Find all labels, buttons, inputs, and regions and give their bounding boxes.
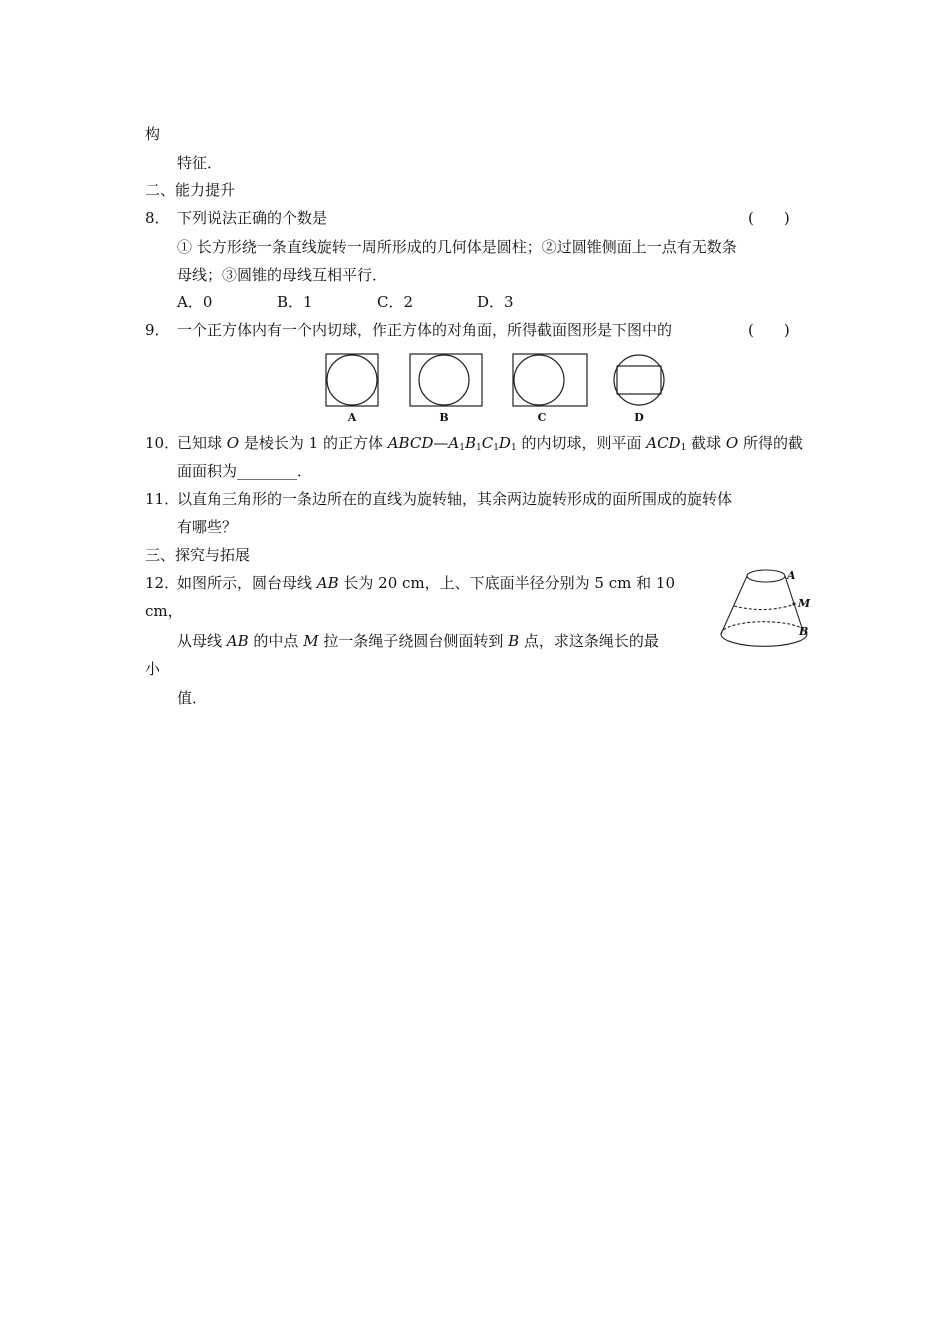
q10-sub-2: 1: [475, 443, 482, 453]
question-12-text: [177, 573, 675, 593]
option-d-circle: [614, 355, 664, 405]
frustum-top-base: [747, 570, 785, 582]
frustum-mid-section: [734, 604, 795, 610]
q10-part-5: 所得的截: [738, 434, 803, 452]
q10-part-2: 是棱长为 1 的正方体: [239, 434, 388, 452]
question-8-option-a: A．0: [177, 293, 213, 311]
frustum-bottom-base-back: [721, 622, 807, 634]
q10-acd: ACD: [646, 434, 681, 452]
q12-l3-ab: AB: [226, 632, 249, 650]
q12-l3-b: B: [508, 632, 520, 650]
figure-option-a: [326, 354, 378, 406]
q10-part-1: 已知球: [177, 434, 227, 452]
q12-l3-part-1: 从母线: [177, 632, 227, 650]
q12-l3-part-4: 点，求这条绳长的最: [519, 632, 659, 650]
question-8-statement-line-1: ① 长方形绕一条直线旋转一周所形成的几何体是圆柱；②过圆锥侧面上一点有无数条: [177, 238, 737, 256]
q12-l3-m: M: [303, 632, 319, 650]
option-a-square: [326, 354, 378, 406]
question-8-number: 8．: [145, 209, 170, 227]
question-9-number: 9．: [145, 321, 170, 339]
question-8-option-d: D．3: [477, 293, 514, 311]
q10-part-4: 截球: [686, 434, 726, 452]
question-11-text: 以直角三角形的一条边所在的直线为旋转轴，其余两边旋转形成的面所围成的旋转体: [177, 490, 733, 508]
point-m-dot: [792, 602, 795, 605]
question-8-statement-line-2: 母线；③圆锥的母线互相平行．: [177, 266, 388, 284]
figure-option-d: [614, 355, 664, 405]
section-heading-ability: 二、能力提升: [145, 181, 236, 199]
question-8-option-c: C．2: [377, 293, 414, 311]
q12-l3-part-2: 的中点: [248, 632, 304, 650]
option-c-circle: [514, 355, 564, 405]
question-9-figure: [320, 350, 670, 428]
question-12-number: 12．: [145, 574, 180, 592]
q12-ab: AB: [316, 574, 339, 592]
option-a-circle: [327, 355, 377, 405]
question-9-answer-paren: ( ): [748, 321, 790, 339]
q10-sub-3: 1: [493, 443, 499, 453]
q10-dash: —: [433, 434, 449, 452]
question-10-number: 10．: [145, 434, 180, 452]
q10-c1: C: [481, 434, 494, 452]
question-8-option-b: B．1: [277, 293, 313, 311]
q12-part-1: 如图所示，圆台母线: [177, 574, 317, 592]
question-8-answer-paren: ( ): [748, 209, 790, 227]
q10-d1: D: [498, 434, 511, 452]
frustum-bottom-base-front: [721, 634, 807, 646]
option-d-label: D: [634, 411, 644, 424]
text-line-1: 构: [145, 125, 161, 143]
q10-sphere-o-2: O: [725, 434, 739, 452]
question-12-text-line-2: cm，: [145, 602, 183, 620]
point-a-label: A: [787, 569, 796, 582]
q10-sub-4: 1: [510, 443, 517, 453]
q10-part-3: 的内切球，则平面: [516, 434, 647, 452]
point-m-label: M: [798, 597, 811, 610]
question-10-text: [177, 433, 803, 458]
q12-l3-part-3: 拉一条绳子绕圆台侧面转到: [318, 632, 509, 650]
q12-part-2: 长为 20 cm，上、下底面半径分别为 5 cm 和 10: [338, 574, 675, 592]
option-b-label: B: [439, 411, 449, 424]
question-11-number: 11．: [145, 490, 180, 508]
option-c-label: C: [537, 411, 547, 424]
question-11-text-line-2: 有哪些？: [177, 518, 238, 536]
option-a-label: A: [347, 411, 357, 424]
question-8-text: 下列说法正确的个数是: [177, 209, 328, 227]
text-line-2: 特征．: [177, 154, 223, 172]
question-12-text-line-4: 小: [145, 660, 161, 678]
figure-option-c: [513, 354, 587, 406]
question-10-text-line-2: 面面积为________．: [177, 462, 313, 480]
question-12-frustum-figure: [716, 566, 816, 656]
q10-sub-5: 1: [680, 443, 687, 453]
point-b-label: B: [799, 625, 809, 638]
question-9-text: 一个正方体内有一个内切球，作正方体的对角面，所得截面图形是下图中的: [177, 321, 673, 339]
option-b-circle: [419, 355, 469, 405]
option-d-rectangle: [617, 366, 661, 394]
option-c-rectangle: [513, 354, 587, 406]
section-heading-explore: 三、探究与拓展: [145, 546, 251, 564]
question-12-text-line-5: 值．: [177, 689, 208, 707]
q10-sphere-o: O: [226, 434, 240, 452]
question-12-text-line-3: [177, 631, 659, 651]
figure-option-b: [410, 354, 482, 406]
q10-a1: A: [448, 434, 460, 452]
q10-sub-1: 1: [459, 443, 465, 453]
q10-abcd: ABCD: [387, 434, 434, 452]
option-b-rectangle: [410, 354, 482, 406]
q10-b1: B: [464, 434, 476, 452]
